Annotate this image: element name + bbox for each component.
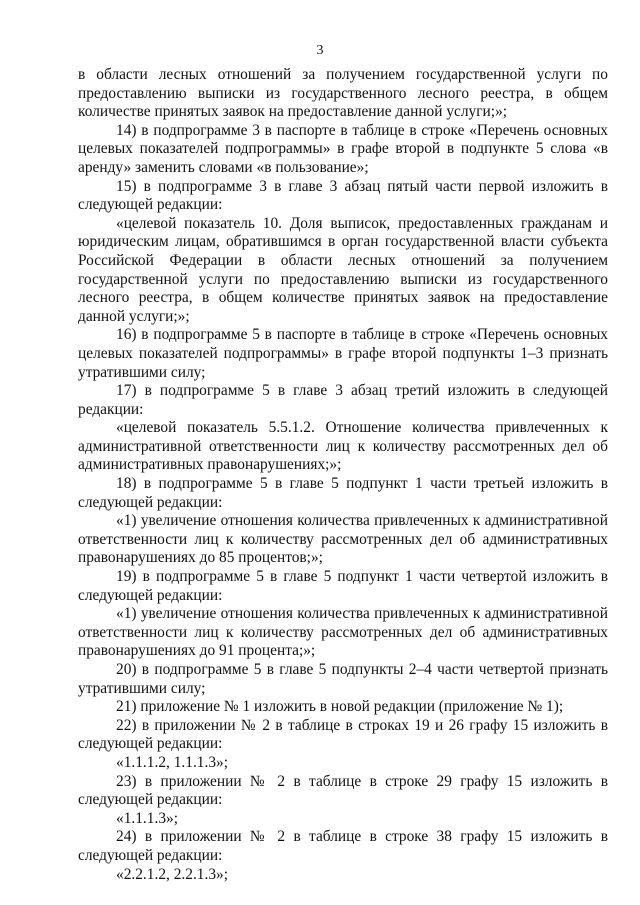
paragraph-item-23: 23) в приложении № 2 в таблице в строке 29 графу 15 изложить в следующей редакции: [78, 772, 608, 809]
page-number: 3 [316, 43, 324, 58]
paragraph-quote-85-percent: «1) увеличение отношения количества привлеченных к административной ответственности лиц к количеству рассмотренных дел об административных правонарушениях до 85 процентов;»; [78, 512, 608, 567]
paragraph-item-14: 14) в подпрограмме 3 в паспорте в таблице в строке «Перечень основных целевых показателей подпрограммы» в графе второй в подпункте 5 слова «в аренду» заменить словами «в пользование»; [78, 121, 608, 176]
paragraph-item-21: 21) приложение № 1 изложить в новой редакции (приложение № 1); [116, 698, 564, 716]
paragraph-item-19: 19) в подпрограмме 5 в главе 5 подпункт 1 части четвертой изложить в следующей редакции: [78, 568, 608, 604]
paragraph-quote-indicator-10: «целевой показатель 10. Доля выписок, предоставленных гражданам и юридическим лицам, обратившимся в орган государственной власти субъекта Российской Федерации в области лесных отношений за получением государственной услуги по предоставлению выписки из государственного лесного реестра, в общем количестве принятых заявок на предоставление данной услуги;»; [78, 214, 608, 325]
paragraph-item-22: 22) в приложении № 2 в таблице в строках 19 и 26 графу 15 изложить в следующей редакции: [78, 716, 608, 753]
paragraph-item-17: 17) в подпрограмме 5 в главе 3 абзац третий изложить в следующей редакции: [78, 382, 608, 418]
paragraph-continuation: в области лесных отношений за получением государственной услуги по предоставлению выписки из государственного лесного реестра, в общем количестве принятых заявок на предоставление данной услуги;»; [78, 66, 608, 121]
document-body [78, 66, 608, 884]
paragraph-item-15: 15) в подпрограмме 3 в главе 3 абзац пятый части первой изложить в следующей редакции: [78, 177, 608, 214]
paragraph-quote-codes-23: «1.1.1.3»; [116, 809, 178, 827]
paragraph-item-20: 20) в подпрограмме 5 в главе 5 подпункты 2–4 части четвертой признать утратившими силу; [78, 661, 608, 697]
paragraph-quote-91-percent: «1) увеличение отношения количества привлеченных к административной ответственности лиц к количеству рассмотренных дел об административных правонарушениях до 91 процента;»; [78, 605, 608, 660]
paragraph-item-16: 16) в подпрограмме 5 в паспорте в таблице в строке «Перечень основных целевых показателей подпрограммы» в графе второй подпункты 1–3 признать утратившими силу; [78, 326, 608, 381]
paragraph-item-18: 18) в подпрограмме 5 в главе 5 подпункт 1 части третьей изложить в следующей редакции: [78, 475, 608, 511]
paragraph-quote-codes-22: «1.1.1.2, 1.1.1.3»; [116, 753, 229, 771]
paragraph-quote-indicator-5512: «целевой показатель 5.5.1.2. Отношение количества привлеченных к административной ответственности лиц к количеству рассмотренных дел об административных правонарушениях;»; [78, 419, 608, 474]
paragraph-item-24: 24) в приложении № 2 в таблице в строке 38 графу 15 изложить в следующей редакции: [78, 828, 608, 864]
paragraph-quote-codes-24: «2.2.1.2, 2.2.1.3»; [116, 865, 229, 883]
